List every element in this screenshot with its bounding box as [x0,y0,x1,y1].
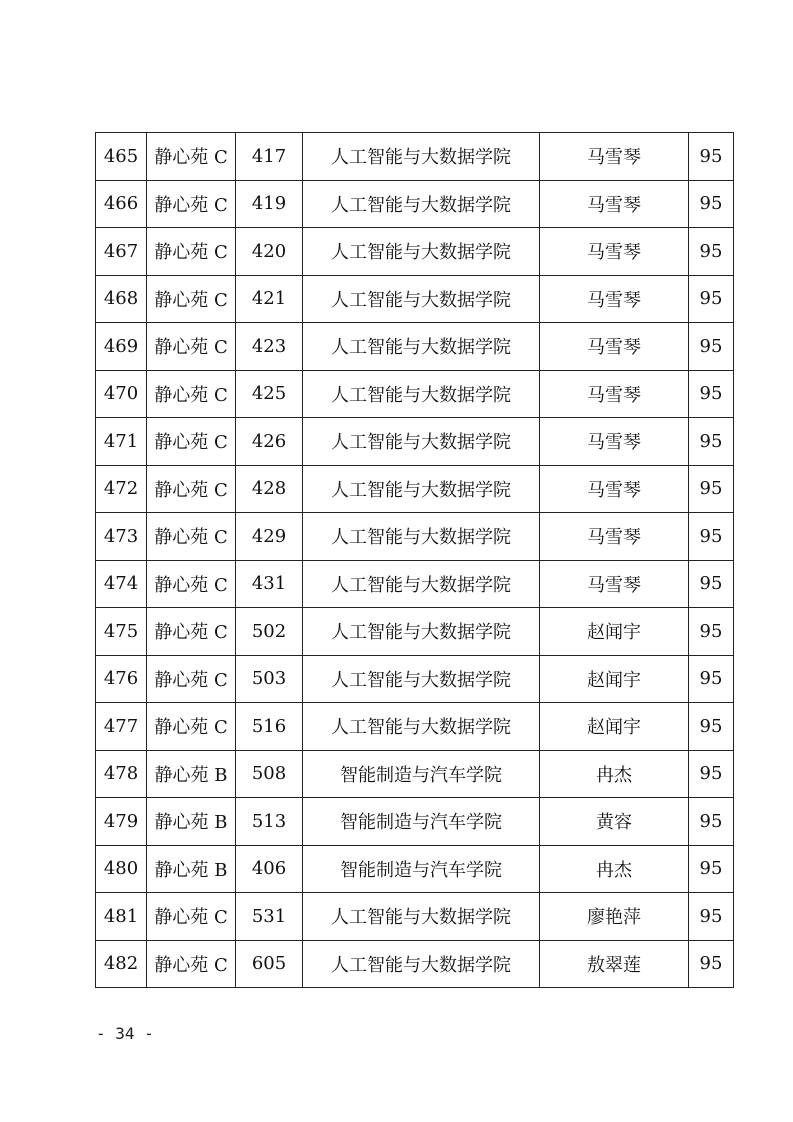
table-row [96,750,734,798]
college-cell: 人工智能与大数据学院 [303,940,540,988]
table-row [96,608,734,656]
score-cell: 95 [689,323,734,371]
person-cell: 马雪琴 [540,560,689,608]
score-cell: 95 [689,418,734,466]
score-cell: 95 [689,560,734,608]
row-number-cell: 474 [96,560,147,608]
college-cell: 人工智能与大数据学院 [303,655,540,703]
row-number-cell: 479 [96,798,147,846]
room-number-cell: 420 [236,228,303,276]
building-cell: 静心苑 B [147,845,236,893]
college-cell: 人工智能与大数据学院 [303,418,540,466]
room-number-cell: 423 [236,323,303,371]
building-cell: 静心苑 C [147,893,236,941]
table-row [96,228,734,276]
row-number-cell: 469 [96,323,147,371]
person-cell: 马雪琴 [540,323,689,371]
row-number-cell: 471 [96,418,147,466]
building-cell: 静心苑 C [147,465,236,513]
person-cell: 赵闻宇 [540,703,689,751]
building-cell: 静心苑 B [147,798,236,846]
college-cell: 人工智能与大数据学院 [303,370,540,418]
table-row [96,275,734,323]
college-cell: 人工智能与大数据学院 [303,228,540,276]
building-cell: 静心苑 C [147,418,236,466]
table-row [96,323,734,371]
table-row [96,703,734,751]
person-cell: 马雪琴 [540,275,689,323]
row-number-cell: 470 [96,370,147,418]
room-number-cell: 508 [236,750,303,798]
college-cell: 人工智能与大数据学院 [303,275,540,323]
person-cell: 赵闻宇 [540,655,689,703]
room-number-cell: 417 [236,133,303,181]
row-number-cell: 472 [96,465,147,513]
college-cell: 人工智能与大数据学院 [303,180,540,228]
room-number-cell: 513 [236,798,303,846]
building-cell: 静心苑 C [147,228,236,276]
score-cell: 95 [689,275,734,323]
person-cell: 马雪琴 [540,513,689,561]
room-number-cell: 429 [236,513,303,561]
score-cell: 95 [689,750,734,798]
table-row [96,893,734,941]
building-cell: 静心苑 B [147,750,236,798]
score-cell: 95 [689,465,734,513]
person-cell: 马雪琴 [540,465,689,513]
table-row [96,560,734,608]
row-number-cell: 477 [96,703,147,751]
building-cell: 静心苑 C [147,180,236,228]
table-row [96,133,734,181]
room-number-cell: 531 [236,893,303,941]
table-row [96,798,734,846]
person-cell: 马雪琴 [540,418,689,466]
row-number-cell: 480 [96,845,147,893]
college-cell: 人工智能与大数据学院 [303,608,540,656]
person-cell: 马雪琴 [540,370,689,418]
person-cell: 冉杰 [540,750,689,798]
college-cell: 人工智能与大数据学院 [303,465,540,513]
building-cell: 静心苑 C [147,513,236,561]
college-cell: 智能制造与汽车学院 [303,750,540,798]
person-cell: 马雪琴 [540,133,689,181]
page-number: - 34 - [96,1024,154,1043]
row-number-cell: 467 [96,228,147,276]
room-number-cell: 406 [236,845,303,893]
college-cell: 人工智能与大数据学院 [303,513,540,561]
row-number-cell: 465 [96,133,147,181]
score-cell: 95 [689,940,734,988]
college-cell: 人工智能与大数据学院 [303,703,540,751]
row-number-cell: 475 [96,608,147,656]
table-row [96,940,734,988]
score-cell: 95 [689,893,734,941]
room-number-cell: 503 [236,655,303,703]
person-cell: 马雪琴 [540,228,689,276]
building-cell: 静心苑 C [147,940,236,988]
building-cell: 静心苑 C [147,275,236,323]
score-cell: 95 [689,228,734,276]
records-table [95,132,734,988]
row-number-cell: 466 [96,180,147,228]
table-row [96,465,734,513]
college-cell: 人工智能与大数据学院 [303,560,540,608]
building-cell: 静心苑 C [147,703,236,751]
score-cell: 95 [689,608,734,656]
row-number-cell: 473 [96,513,147,561]
room-number-cell: 428 [236,465,303,513]
score-cell: 95 [689,133,734,181]
row-number-cell: 482 [96,940,147,988]
room-number-cell: 431 [236,560,303,608]
room-number-cell: 426 [236,418,303,466]
college-cell: 人工智能与大数据学院 [303,893,540,941]
college-cell: 智能制造与汽车学院 [303,798,540,846]
table-row [96,655,734,703]
row-number-cell: 481 [96,893,147,941]
building-cell: 静心苑 C [147,133,236,181]
person-cell: 马雪琴 [540,180,689,228]
building-cell: 静心苑 C [147,323,236,371]
table-row [96,370,734,418]
row-number-cell: 468 [96,275,147,323]
person-cell: 廖艳萍 [540,893,689,941]
score-cell: 95 [689,845,734,893]
records-body [96,133,734,988]
table-row [96,845,734,893]
score-cell: 95 [689,655,734,703]
room-number-cell: 502 [236,608,303,656]
room-number-cell: 421 [236,275,303,323]
room-number-cell: 425 [236,370,303,418]
room-number-cell: 419 [236,180,303,228]
score-cell: 95 [689,798,734,846]
row-number-cell: 476 [96,655,147,703]
score-cell: 95 [689,513,734,561]
person-cell: 敖翠莲 [540,940,689,988]
building-cell: 静心苑 C [147,608,236,656]
table-row [96,418,734,466]
person-cell: 黄容 [540,798,689,846]
row-number-cell: 478 [96,750,147,798]
building-cell: 静心苑 C [147,560,236,608]
building-cell: 静心苑 C [147,655,236,703]
score-cell: 95 [689,703,734,751]
person-cell: 赵闻宇 [540,608,689,656]
college-cell: 人工智能与大数据学院 [303,133,540,181]
score-cell: 95 [689,180,734,228]
table-row [96,513,734,561]
building-cell: 静心苑 C [147,370,236,418]
college-cell: 人工智能与大数据学院 [303,323,540,371]
score-cell: 95 [689,370,734,418]
table-row [96,180,734,228]
college-cell: 智能制造与汽车学院 [303,845,540,893]
room-number-cell: 516 [236,703,303,751]
person-cell: 冉杰 [540,845,689,893]
room-number-cell: 605 [236,940,303,988]
